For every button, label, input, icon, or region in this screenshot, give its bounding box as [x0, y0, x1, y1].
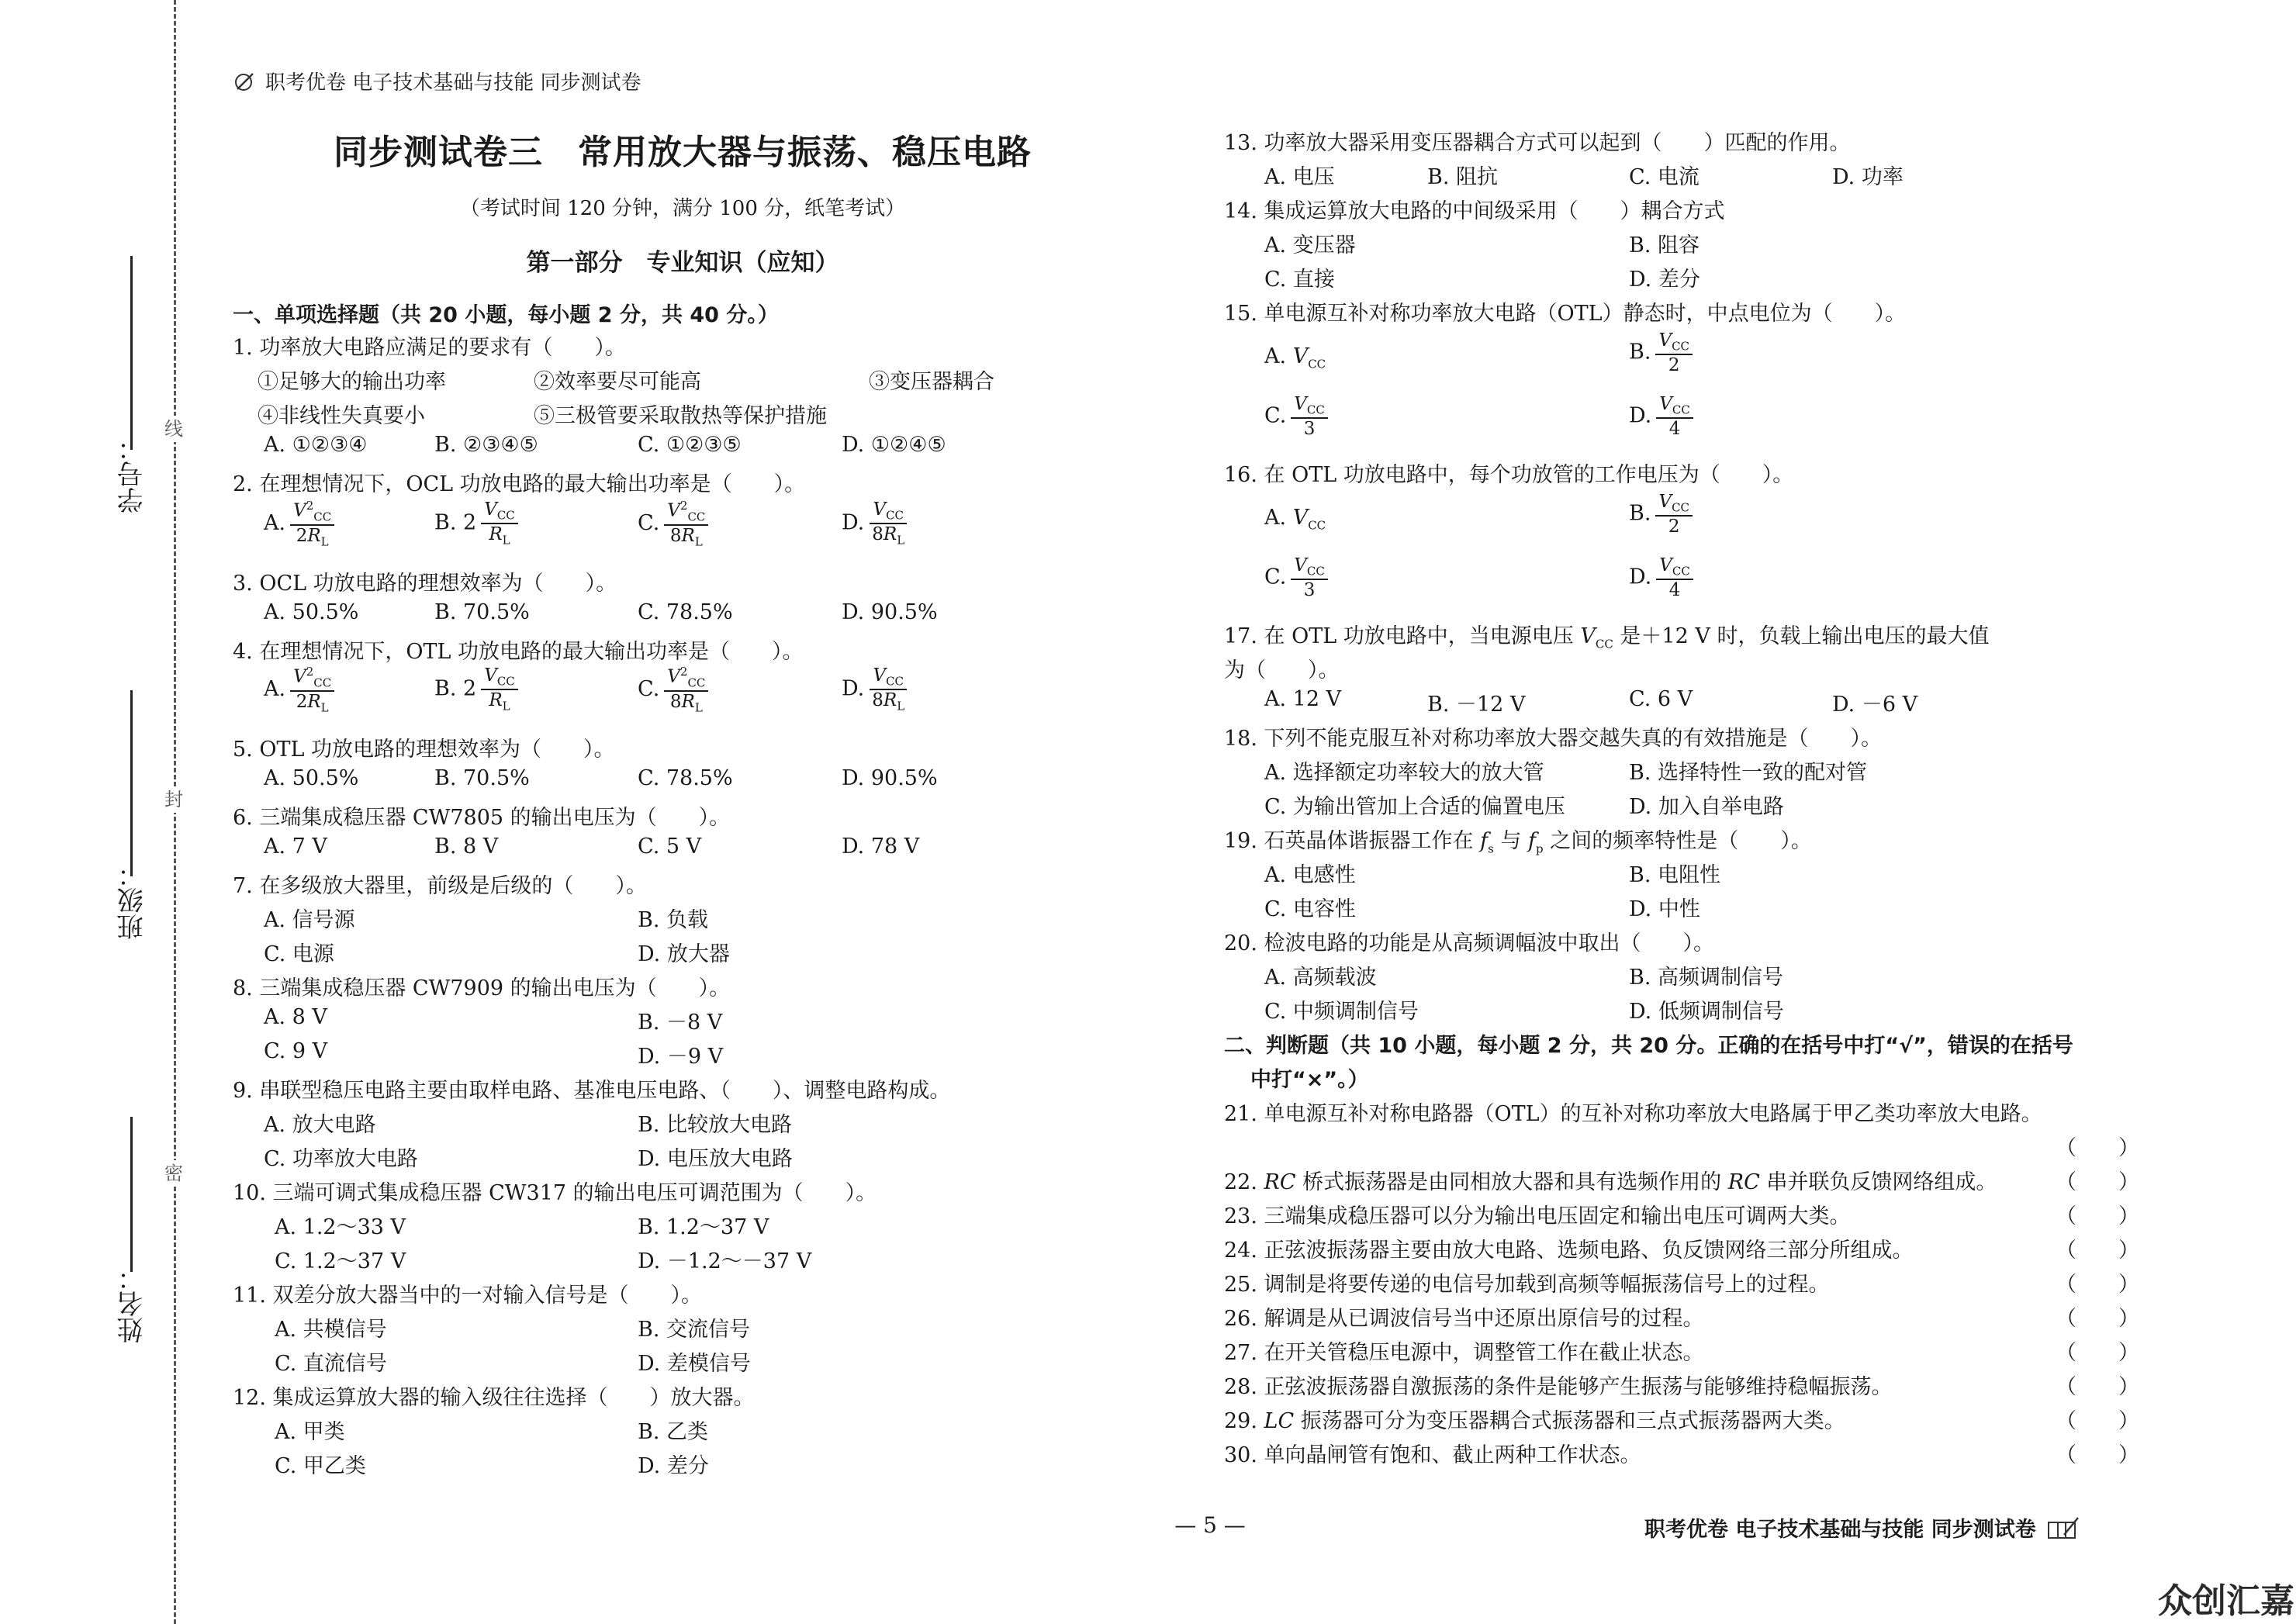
q10-option-b[interactable]: B. 1.2～37 V: [638, 1215, 769, 1239]
q1-condition-4: ④非线性失真要小: [258, 404, 425, 428]
footer-running-title: [1644, 1512, 2081, 1543]
question-19-stem: 19. 石英晶体谐振器工作在 $f_s$ 与 $f_p$ 之间的频率特性是（ ）。: [1224, 829, 1812, 856]
q3-option-c[interactable]: C. 78.5%: [638, 600, 733, 624]
question-15-stem: 15. 单电源互补对称功率放大电路（OTL）静态时，中点电位为（ ）。: [1224, 302, 1907, 326]
question-6-stem: 6. 三端集成稳压器 CW7805 的输出电压为（ ）。: [233, 806, 731, 830]
q3-option-b[interactable]: B. 70.5%: [434, 600, 530, 624]
q12-option-c[interactable]: C. 甲乙类: [275, 1454, 366, 1478]
q15-option-c[interactable]: C. $\frac{V_{CC}}{3}$: [1264, 394, 1328, 439]
section2-heading-cont: 中打“×”。）: [1250, 1068, 1369, 1092]
q9-option-d[interactable]: D. 电压放大电路: [638, 1147, 793, 1171]
judge-28-answer[interactable]: （ ）: [2056, 1375, 2139, 1399]
q12-option-d[interactable]: D. 差分: [638, 1454, 709, 1478]
q8-option-b[interactable]: B. －8 V: [638, 1011, 723, 1035]
q16-option-b[interactable]: B. $\frac{V_{CC}}{2}$: [1629, 492, 1693, 537]
judge-23-answer[interactable]: （ ）: [2056, 1204, 2139, 1228]
q7-option-a[interactable]: A. 信号源: [264, 908, 355, 932]
q18-option-d[interactable]: D. 加入自举电路: [1629, 795, 1784, 819]
judge-25-answer[interactable]: （ ）: [2056, 1273, 2139, 1297]
q1-condition-5: ⑤三极管要采取散热等保护措施: [534, 404, 827, 428]
judge-30-answer[interactable]: （ ）: [2056, 1443, 2139, 1467]
q1-option-b[interactable]: B. ②③④⑤: [434, 433, 538, 457]
running-head-text: 职考优卷 电子技术基础与技能 同步测试卷: [265, 71, 641, 95]
q11-option-d[interactable]: D. 差模信号: [638, 1352, 751, 1376]
judge-22: 22. RC 桥式振荡器是由同相放大器和具有选频作用的 RC 串并联负反馈网络组成。: [1224, 1170, 1997, 1194]
q17-option-c[interactable]: C. 6 V: [1629, 687, 1693, 711]
q5-option-b[interactable]: B. 70.5%: [434, 766, 530, 790]
q2-option-a[interactable]: A. $\frac{V^2_{CC}}{2R_L}$: [264, 499, 334, 548]
q18-option-c[interactable]: C. 为输出管加上合适的偏置电压: [1264, 795, 1565, 819]
book-quill-icon: [2047, 1515, 2081, 1541]
seal-char-line: 线: [161, 416, 187, 442]
question-14-stem: 14. 集成运算放大电路的中间级采用（ ）耦合方式: [1224, 199, 1725, 223]
judge-29: 29. LC 振荡器可分为变压器耦合式振荡器和三点式振荡器两大类。: [1224, 1409, 1845, 1433]
question-7-stem: 7. 在多级放大器里，前级是后级的（ ）。: [233, 874, 647, 898]
judge-21: 21. 单电源互补对称电路器（OTL）的互补对称功率放大电路属于甲乙类功率放大电路。: [1224, 1102, 2042, 1126]
judge-27-answer[interactable]: （ ）: [2056, 1341, 2139, 1365]
q14-option-a[interactable]: A. 变压器: [1264, 233, 1356, 257]
question-9-stem: 9. 串联型稳压电路主要由取样电路、基准电压电路、（ ）、调整电路构成。: [233, 1079, 951, 1103]
watermark: 众创汇嘉: [2158, 1581, 2294, 1621]
q10-option-d[interactable]: D. －1.2～－37 V: [638, 1249, 812, 1273]
q6-option-b[interactable]: B. 8 V: [434, 834, 499, 859]
q5-option-d[interactable]: D. 90.5%: [842, 766, 938, 790]
question-20-stem: 20. 检波电路的功能是从高频调幅波中取出（ ）。: [1224, 931, 1715, 955]
name-label: 姓名：: [117, 1264, 148, 1343]
q11-option-b[interactable]: B. 交流信号: [638, 1318, 751, 1342]
judge-22-answer[interactable]: （ ）: [2056, 1170, 2139, 1194]
page-number: — 5 —: [1174, 1512, 1246, 1538]
question-16-stem: 16. 在 OTL 功放电路中，每个功放管的工作电压为（ ）。: [1224, 463, 1794, 487]
name-line: [130, 1117, 133, 1272]
q16-option-c[interactable]: C. $\frac{V_{CC}}{3}$: [1264, 555, 1328, 600]
question-11-stem: 11. 双差分放大器当中的一对输入信号是（ ）。: [233, 1284, 703, 1308]
q6-option-a[interactable]: A. 7 V: [264, 834, 327, 859]
q13-option-b[interactable]: B. 阻抗: [1427, 165, 1499, 189]
q1-condition-2: ②效率要尽可能高: [534, 370, 701, 394]
seal-char-seal: 封: [161, 786, 187, 813]
q13-option-a[interactable]: A. 电压: [1264, 165, 1335, 189]
q5-option-a[interactable]: A. 50.5%: [264, 766, 359, 790]
q8-option-d[interactable]: D. －9 V: [638, 1045, 724, 1069]
seal-char-close: 密: [161, 1160, 187, 1187]
q18-option-a[interactable]: A. 选择额定功率较大的放大管: [1264, 761, 1544, 785]
q20-option-d[interactable]: D. 低频调制信号: [1629, 1000, 1784, 1024]
q4-option-d[interactable]: D. $\frac{V_{CC}}{8R_L}$: [842, 665, 908, 714]
q1-option-d[interactable]: D. ①②④⑤: [842, 433, 946, 457]
q15-option-b[interactable]: B. $\frac{V_{CC}}{2}$: [1629, 330, 1693, 375]
judge-29-answer[interactable]: （ ）: [2056, 1409, 2139, 1433]
q5-option-c[interactable]: C. 78.5%: [638, 766, 733, 790]
question-3-stem: 3. OCL 功放电路的理想效率为（ ）。: [233, 572, 617, 596]
q13-option-d[interactable]: D. 功率: [1832, 165, 1904, 189]
judge-26: 26. 解调是从已调波信号当中还原出原信号的过程。: [1224, 1307, 1704, 1331]
q20-option-b[interactable]: B. 高频调制信号: [1629, 966, 1784, 990]
q19-option-c[interactable]: C. 电容性: [1264, 897, 1356, 921]
q18-option-b[interactable]: B. 选择特性一致的配对管: [1629, 761, 1868, 785]
question-4-stem: 4. 在理想情况下，OTL 功放电路的最大输出功率是（ ）。: [233, 640, 804, 664]
judge-27: 27. 在开关管稳压电源中，调整管工作在截止状态。: [1224, 1341, 1704, 1365]
q20-option-a[interactable]: A. 高频载波: [1264, 966, 1377, 990]
judge-28: 28. 正弦波振荡器自激振荡的条件是能够产生振荡与能够维持稳幅振荡。: [1224, 1375, 1893, 1399]
q8-option-c[interactable]: C. 9 V: [264, 1039, 328, 1063]
q11-option-a[interactable]: A. 共模信号: [275, 1318, 387, 1342]
q10-option-c[interactable]: C. 1.2～37 V: [275, 1249, 406, 1273]
q10-option-a[interactable]: A. 1.2～33 V: [275, 1215, 406, 1239]
question-12-stem: 12. 集成运算放大器的输入级往往选择（ ）放大器。: [233, 1386, 755, 1410]
question-17-stem-cont: 为（ ）。: [1224, 658, 1340, 682]
judge-23: 23. 三端集成稳压器可以分为输出电压固定和输出电压可调两大类。: [1224, 1204, 1851, 1228]
q11-option-c[interactable]: C. 直流信号: [275, 1352, 387, 1376]
judge-30: 30. 单向晶闸管有饱和、截止两种工作状态。: [1224, 1443, 1641, 1467]
judge-21-answer[interactable]: （ ）: [2056, 1136, 2139, 1160]
running-head: [233, 67, 641, 95]
q17-option-a[interactable]: A. 12 V: [1264, 687, 1342, 711]
question-10-stem: 10. 三端可调式集成稳压器 CW317 的输出电压可调范围为（ ）。: [233, 1181, 877, 1205]
q12-option-a[interactable]: A. 甲类: [275, 1420, 345, 1444]
q9-option-a[interactable]: A. 放大电路: [264, 1113, 376, 1137]
q7-option-c[interactable]: C. 电源: [264, 942, 334, 966]
q1-condition-1: ①足够大的输出功率: [258, 370, 446, 394]
class-label: 班级：: [117, 861, 148, 940]
q14-option-b[interactable]: B. 阻容: [1629, 233, 1700, 257]
question-13-stem: 13. 功率放大器采用变压器耦合方式可以起到（ ）匹配的作用。: [1224, 131, 1851, 155]
q2-option-c[interactable]: C. $\frac{V^2_{CC}}{8R_L}$: [638, 499, 708, 548]
q6-option-d[interactable]: D. 78 V: [842, 834, 920, 859]
q9-option-c[interactable]: C. 功率放大电路: [264, 1147, 418, 1171]
q2-option-d[interactable]: D. $\frac{V_{CC}}{8R_L}$: [842, 499, 908, 548]
q17-option-d[interactable]: D. －6 V: [1832, 693, 1918, 717]
question-8-stem: 8. 三端集成稳压器 CW7909 的输出电压为（ ）。: [233, 976, 731, 1000]
q19-option-d[interactable]: D. 中性: [1629, 897, 1700, 921]
q19-option-a[interactable]: A. 电感性: [1264, 863, 1356, 887]
question-2-stem: 2. 在理想情况下，OCL 功放电路的最大输出功率是（ ）。: [233, 472, 806, 496]
footer-text: 职考优卷 电子技术基础与技能 同步测试卷: [1644, 1518, 2036, 1542]
q7-option-b[interactable]: B. 负载: [638, 908, 709, 932]
q1-condition-3: ③变压器耦合: [869, 370, 994, 394]
q3-option-a[interactable]: A. 50.5%: [264, 600, 359, 624]
section2-heading: 二、判断题（共 10 小题，每小题 2 分，共 20 分。正确的在括号中打“√”，错误的在括号: [1224, 1034, 2073, 1058]
q1-option-c[interactable]: C. ①②③⑤: [638, 433, 742, 457]
section1-heading: 一、单项选择题（共 20 小题，每小题 2 分，共 40 分。）: [233, 303, 779, 327]
question-1-stem: 1. 功率放大电路应满足的要求有（ ）。: [233, 336, 626, 360]
part-heading: 第一部分 专业知识（应知）: [526, 249, 839, 277]
class-line: [130, 690, 133, 876]
student-id-line: [130, 256, 133, 450]
question-17-stem: 17. 在 OTL 功放电路中，当电源电压 $V_{CC}$ 是＋12 V 时，负载上输出电压的最大值: [1224, 624, 1990, 651]
page-title: 同步测试卷三 常用放大器与振荡、稳压电路: [334, 133, 1032, 172]
q2-option-b[interactable]: B. 2 $\frac{V_{CC}}{R_L}$: [434, 499, 518, 548]
question-18-stem: 18. 下列不能克服互补对称功率放大器交越失真的有效措施是（ ）。: [1224, 727, 1883, 751]
exam-info: （考试时间 120 分钟，满分 100 分，纸笔考试）: [459, 197, 906, 220]
quill-icon: [233, 71, 256, 92]
q16-option-d[interactable]: D. $\frac{V_{CC}}{4}$: [1629, 555, 1693, 600]
q7-option-d[interactable]: D. 放大器: [638, 942, 730, 966]
q19-option-b[interactable]: B. 电阻性: [1629, 863, 1721, 887]
q14-option-d[interactable]: D. 差分: [1629, 268, 1700, 292]
q16-option-a[interactable]: A. $V_{CC}$: [1264, 506, 1326, 533]
q8-option-a[interactable]: A. 8 V: [264, 1005, 327, 1029]
q15-option-a[interactable]: A. $V_{CC}$: [1264, 344, 1326, 371]
judge-24: 24. 正弦波振荡器主要由放大电路、选频电路、负反馈网络三部分所组成。: [1224, 1239, 1914, 1263]
q6-option-c[interactable]: C. 5 V: [638, 834, 702, 859]
q4-option-b[interactable]: B. 2 $\frac{V_{CC}}{R_L}$: [434, 665, 518, 714]
judge-25: 25. 调制是将要传递的电信号加载到高频等幅振荡信号上的过程。: [1224, 1273, 1830, 1297]
q15-option-d[interactable]: D. $\frac{V_{CC}}{4}$: [1629, 394, 1693, 439]
q4-option-a[interactable]: A. $\frac{V^2_{CC}}{2R_L}$: [264, 665, 334, 714]
judge-26-answer[interactable]: （ ）: [2056, 1307, 2139, 1331]
q9-option-b[interactable]: B. 比较放大电路: [638, 1113, 793, 1137]
q13-option-c[interactable]: C. 电流: [1629, 165, 1700, 189]
q12-option-b[interactable]: B. 乙类: [638, 1420, 709, 1444]
q20-option-c[interactable]: C. 中频调制信号: [1264, 1000, 1419, 1024]
q17-option-b[interactable]: B. －12 V: [1427, 693, 1526, 717]
q3-option-d[interactable]: D. 90.5%: [842, 600, 938, 624]
student-id-label: 学号：: [117, 434, 148, 513]
q14-option-c[interactable]: C. 直接: [1264, 268, 1335, 292]
q4-option-c[interactable]: C. $\frac{V^2_{CC}}{8R_L}$: [638, 665, 708, 714]
judge-24-answer[interactable]: （ ）: [2056, 1239, 2139, 1263]
question-5-stem: 5. OTL 功放电路的理想效率为（ ）。: [233, 738, 615, 762]
q1-option-a[interactable]: A. ①②③④: [264, 433, 368, 457]
